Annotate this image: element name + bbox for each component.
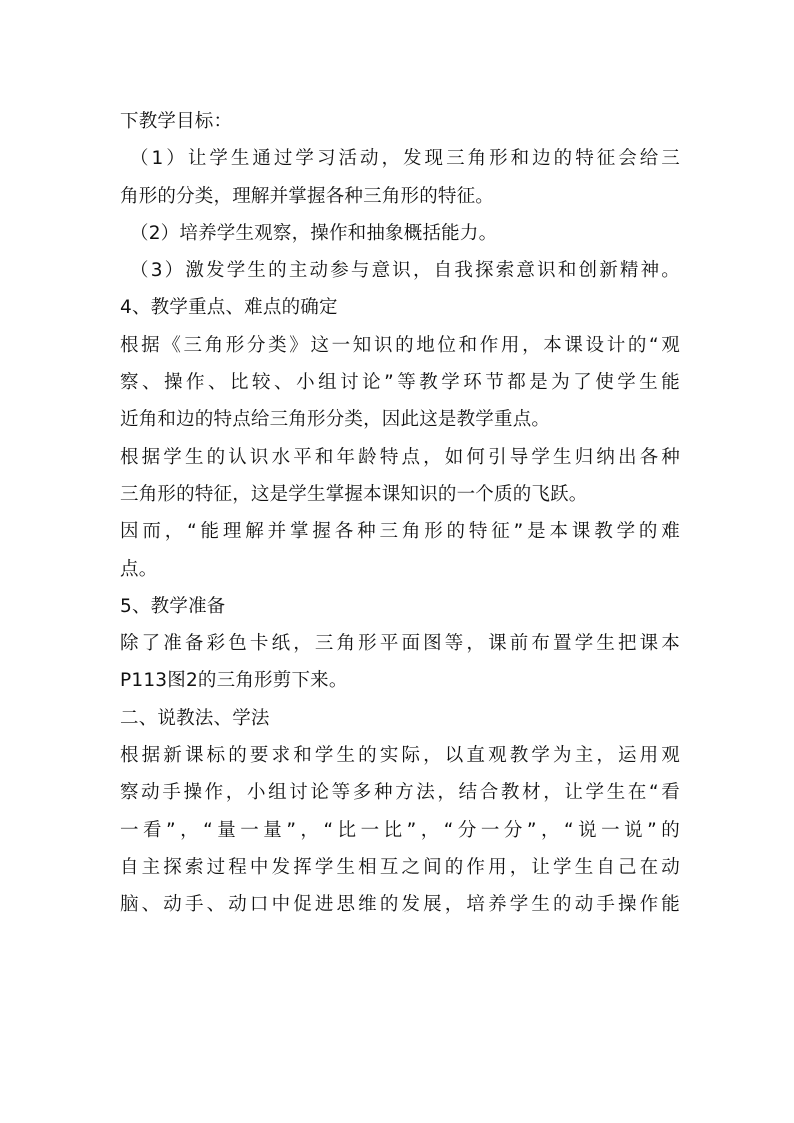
text-line: （3）激发学生的主动参与意识，自我探索意识和创新精神。	[130, 260, 680, 282]
text-line: 根据《三角形分类》这一知识的地位和作用，本课设计的“观	[120, 334, 680, 356]
section-heading: 5、教学准备	[120, 595, 226, 617]
text-line: 近角和边的特点给三角形分类，因此这是教学重点。	[120, 409, 551, 431]
text-line: 察动手操作，小组讨论等多种方法，结合教材，让学生在“看	[120, 782, 680, 804]
text-line: 除了准备彩色卡纸，三角形平面图等，课前布置学生把课本	[120, 633, 680, 655]
text-line: 因而，“能理解并掌握各种三角形的特征”是本课教学的难	[120, 521, 680, 543]
text-line: 一看”，“量一量”，“比一比”，“分一分”，“说一说”的	[120, 819, 680, 841]
text-line: 角形的分类，理解并掌握各种三角形的特征。	[120, 185, 495, 207]
text-line: （2）培养学生观察，操作和抽象概括能力。	[130, 222, 498, 244]
text-line: 自主探索过程中发挥学生相互之间的作用，让学生自己在动	[120, 856, 680, 878]
text-line: （1）让学生通过学习活动，发现三角形和边的特征会给三	[130, 148, 680, 170]
text-line: 根据学生的认识水平和年龄特点，如何引导学生归纳出各种	[120, 446, 680, 468]
text-line: 脑、动手、动口中促进思维的发展，培养学生的动手操作能	[120, 894, 680, 916]
section-heading: 4、教学重点、难点的确定	[120, 297, 338, 319]
text-line: 根据新课标的要求和学生的实际，以直观教学为主，运用观	[120, 745, 680, 767]
text-line: 察、操作、比较、小组讨论”等教学环节都是为了使学生能	[120, 372, 680, 394]
text-line: 点。	[120, 558, 158, 580]
section-heading: 二、说教法、学法	[120, 707, 270, 729]
text-line: P113图2的三角形剪下来。	[120, 670, 348, 692]
document-body	[120, 103, 680, 924]
text-line: 下教学目标：	[120, 111, 233, 132]
text-line: 三角形的特征，这是学生掌握本课知识的一个质的飞跃。	[120, 483, 588, 505]
